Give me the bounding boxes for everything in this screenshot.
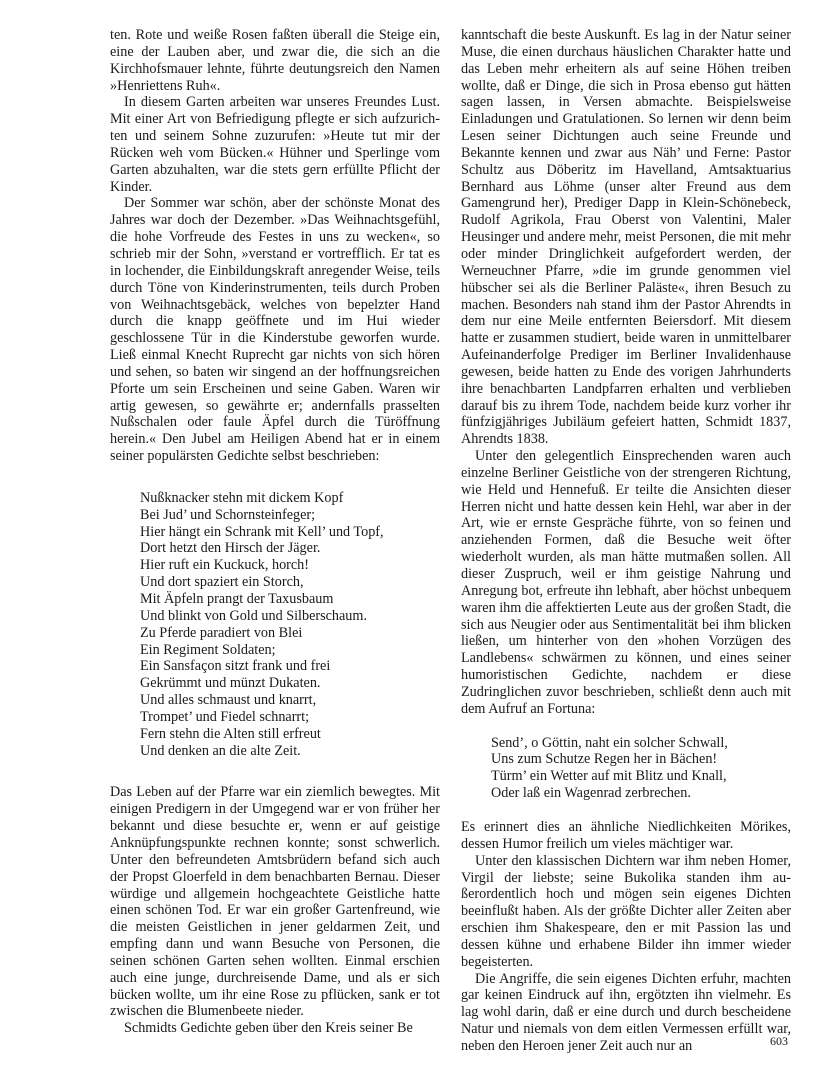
poem-line: Fern stehn die Alten still erfreut [140,725,321,742]
paragraph-acquaintances: kanntschaft die beste Auskunft. Es lag in der Natur seiner Muse, die einen durchaus häuslichen Charakter hatte und das Leben mehr erheitern als auf seine Höhen treiben wollte, daß er Dinge, die sich in Prosa ebenso gut hätten sagen lassen, in Versen abmachte. Beispielsweise Einladungen und Gratulationen. So lernen wir denn beim Lesen seiner Dichtungen auch seine Freunde und Bekannte kennen und zwar aus Näh’ und Ferne: Pastor Schultz aus Döberitz im Havelland, Amtsaktuarius Bernhard aus Löhme (unser alter Freund aus dem Gamengrund her), Prediger Dapp in Klein-Schönebeck, Rudolf Agrikola, Frau Oberst von Valentini, Maler Heusinger und andere mehr, meist Personen, die mit mehr oder minder Dringlichkeit aufgefordert werden, der Werneuchner Pfarre, »die im grunde genommen viel hübscher sei als die Berliner Paläste«, ihren Besuch zu machen. Besonders nah stand ihm der Pastor Ahrendts in dem nur eine Meile entfernten Beiersdorf. Mit diesem hatte er zusammen studiert, beide waren in unmittelbarer Aufeinanderfolge Prediger im Berliner Invalidenhause gewesen, beide hatten zu Ende des vorigen Jahrhunderts ihre benachbarten Landpfarren erhalten und verblieben darauf bis zu ihrem Tode, nachdem beide kurz vorher ihr fünfzigjähriges Jubiläum gefeiert hatten, Schmidt 1837, Ahrendts 1838. [461,27,791,448]
poem-line: Uns zum Schutze Regen her in Bächen! [491,751,718,768]
poem-line: Dort hetzt den Hirsch der Jäger. [140,540,321,557]
paragraph-moerike: Es erinnert dies an ähnliche Niedlichkeiten Mörikes, dessen Humor freilich um vieles mächtiger war. [461,818,791,852]
poem-line: Und alles schmaust und knarrt, [140,692,317,709]
poem-line: Bei Jud’ und Schornsteinfeger; [140,506,316,523]
poem-line: Hier hängt ein Schrank mit Kell’ und Topf, [140,523,384,540]
page-number: 603 [770,1034,788,1048]
poem-line: Und denken an die alte Zeit. [140,742,301,759]
right-column [461,27,791,1055]
poem-line: Zu Pferde paradiert von Blei [140,624,303,641]
poem-line: Oder laß ein Wagenrad zerbrechen. [491,785,691,802]
poem-line: Ein Sansfaçon sitzt frank und frei [140,658,331,675]
paragraph-parish-life: Das Leben auf der Pfarre war ein ziemlich bewegtes. Mit einigen Predigern in der Umgegend war er von früher her bekannt und diese besuchte er, wenn er auf geistige Anknüpfungspunkte rechnen konnte; sonst schwerlich. Unter den befreundeten Amtsbrüdern befand sich auch der Propst Gloerfeld in dem benachbarten Bernau. Dieser würdige und allgemein hochgeachtete Geistliche hatte einen schönen Tod. Er war ein großer Gartenfreund, wie die meisten Geistlichen in jener geldarmen Zeit, und empfing dann und wann Besuche von Personen, die seinen schönen Garten sehen wollten. Einmal erschien auch eine junge, durchreisende Dame, und als er sich bücken wollte, um ihr eine Rose zu pflücken, sank er tot zwischen die Blumenbeete nieder. [110,784,440,1020]
paragraph-december: Der Sommer war schön, aber der schönste Monat des Jahres war doch der Dezember. »Das Weihnachtsgefühl, die hohe Vorfreude des Festes in uns zu wecken«, so schrieb mir der Sohn, »verstand er vortrefflich. Er tat es in lochender, die Einbildungskraft anregender Weise, teils durch Töne von Kinderinstrumenten, teils durch Proben von Weihnachtsgebäck, welches von bepelzter Hand durch die knapp geöffnete und im Hui wieder geschlossene Tür in die Kinderstube geworfen wurde. Ließ einmal Knecht Ruprecht gar nichts von sich hören und sehen, so baten wir singend an der hoffnungsreichen Pforte um sein Erscheinen und seine Gaben. Waren wir artig gewesen, so gewährte er; andernfalls prasselten Nußschalen oder faule Äpfel durch die Türöffnung herein.« Den Jubel am Heiligen Abend hat er in einem seiner populärsten Gedichte selbst beschrieben: [110,195,440,465]
poem-line: Gekrümmt und münzt Dukaten. [140,675,321,692]
fortuna-poem [461,735,791,802]
poem-line: Und blinkt von Gold und Silberschaum. [140,607,367,624]
poem-line: Nußknacker stehn mit dickem Kopf [140,489,344,506]
christmas-poem [110,490,440,760]
poem-line: Mit Äpfeln prangt der Taxusbaum [140,591,334,607]
paragraph-classical-poets: Unter den klassischen Dichtern war ihm neben Homer, Virgil der liebste; seine Bukolika standen ihm außerordentlich hoch und mögen sein eigenes Dichten beeinflußt haben. Als der größte Dichter aller Zeiten aber erschien ihm Shakespeare, den er mit Passion las und dessen kühne und erhabene Bilder ihn immer wieder begeisterten. [461,852,791,970]
paragraph-berlin-clergy: Unter den gelegentlich Einsprechenden waren auch einzelne Berliner Geistliche von der strengeren Richtung, wie Held und Hennefuß. Er teilte die Ansichten dieser Herren nicht und hatte dessen kein Hehl, war aber in der Art, wie er ernste Gespräche führte, von so feinen und anziehenden Formen, daß die Besuche weit öfter wiederholt wurden, als man hätte mutmaßen sollen. All dieser Zuspruch, weil er ihm geistige Nahrung und Anregung bot, erfreute ihn lebhaft, aber höchst unbequem waren ihm die affektierten Leute aus der großen Stadt, die sich aus Neugier oder aus Sentimentalität bei ihm blicken ließen, um hinterher von den »hohen Vorzügen des Landlebens« schwärmen zu können, und eines seiner humoristischen Gedichte, nachdem er diese Zudringlichen zuvor beschrieben, schließt denn auch mit dem Aufruf an Fortuna: [461,448,791,717]
left-column [110,27,440,1037]
poem-line: Send’, o Göttin, naht ein solcher Schwall, [491,734,728,751]
paragraph-garden-work: In diesem Garten arbeiten war unseres Freundes Lust. Mit einer Art von Befriedigung pflegte er sich aufzurichten und seinem Sohne zuzurufen: »Heute tut mir der Rücken weh vom Bücken.« Hühner und Sperlinge vom Garten abzuhalten, war die stets gern erfüllte Pflicht der Kinder. [110,94,440,195]
paragraph-henriettens-ruh: ten. Rote und weiße Rosen faßten überall die Steige ein, eine der Lauben aber, und zwar die, die sich an die Kirchhofsmauer lehnte, führte deutungsreich den Namen »Henriettens Ruh«. [110,27,440,94]
paragraph-attacks: Die Angriffe, die sein eigenes Dichten erfuhr, machten gar keinen Eindruck auf ihn, ergötzten ihn vielmehr. Es lag wohl darin, daß er eine durch und durch bescheidene Natur und niemals von dem eitlen Vermessen erfüllt war, neben den Heroen jener Zeit auch nur an [461,970,791,1054]
paragraph-schmidts-poems: Schmidts Gedichte geben über den Kreis seiner Be [124,1020,413,1037]
poem-line: Trompet’ und Fiedel schnarrt; [140,708,310,725]
poem-line: Ein Regiment Soldaten; [140,641,276,658]
poem-line: Türm’ ein Wetter auf mit Blitz und Knall, [491,768,727,785]
poem-line: Und dort spaziert ein Storch, [140,574,304,591]
poem-line: Hier ruft ein Kuckuck, horch! [140,557,310,574]
